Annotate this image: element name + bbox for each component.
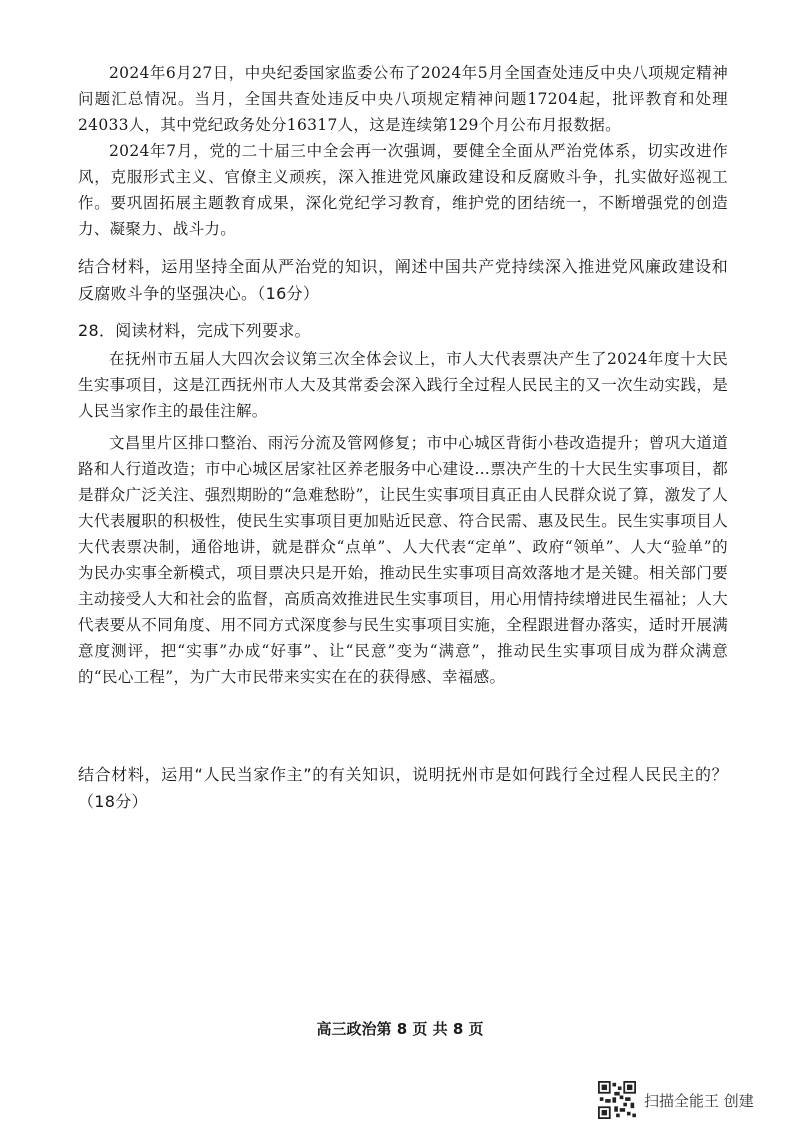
material-paragraph-2: 2024年7月，党的二十届三中全会再一次强调，要健全全面从严治党体系，切实改进作风，克服形式主义、官僚主义顽疾，深入推进党风廉政建设和反腐败斗争，扎实做好巡视工作。要巩固拓展主题教育成果，深化党纪学习教育，维护党的团结统一，不断增强党的创造力、凝聚力、战斗力。 [78, 142, 728, 238]
material-paragraph-1: 2024年6月27日，中央纪委国家监委公布了2024年5月全国查处违反中央八项规定精神问题汇总情况。当月，全国共查处违反中央八项规定精神问题17204起，批评教育和处理24033人，其中党纪政务处分16317人，这是连续第129个月公布月报数据。 [78, 64, 728, 134]
question-28-prompt: 结合材料，运用“人民当家作主”的有关知识，说明抚州市是如何践行全过程人民民主的？（18分） [78, 765, 728, 811]
qr-code-icon [598, 1081, 636, 1119]
q28-material-paragraph-1: 在抚州市五届人大四次会议第三次全体会议上，市人大代表票决产生了2024年度十大民生实事项目，这是江西抚州市人大及其常委会深入践行全过程人民民主的又一次生动实践，是人民当家作主的最佳注解。 [78, 350, 728, 420]
question-28-heading: 28．阅读材料，完成下列要求。 [78, 321, 311, 340]
watermark-text: 扫描全能王 创建 [644, 1091, 754, 1110]
scanner-watermark [598, 1080, 754, 1120]
page-footer: 高三政治第 8 页 共 8 页 [316, 1020, 484, 1038]
q28-material-paragraph-2: 文昌里片区排口整治、雨污分流及管网修复；市中心城区背街小巷改造提升；曾巩大道道路和人行道改造；市中心城区居家社区养老服务中心建设…票决产生的十大民生实事项目，都是群众广泛关注、强烈期盼的“急难愁盼”，让民生实事项目真正由人民群众说了算，激发了人大代表履职的积极性，使民生实事项目更加贴近民意、符合民需、惠及民生。民生实事项目人大代表票决制，通俗地讲，就是群众“点单”、人大代表“定单”、政府“领单”、人大“验单”的为民办实事全新模式，项目票决只是开始，推动民生实事项目高效落地才是关键。相关部门要主动接受人大和社会的监督，高质高效推进民生实事项目，用心用情持续增进民生福祉；人大代表要从不同角度、用不同方式深度参与民生实事项目实施，全程跟进督办落实，适时开展满意度测评，把“实事”办成“好事”、让“民意”变为“满意”，推动民生实事项目成为群众满意的“民心工程”，为广大市民带来实实在在的获得感、幸福感。 [78, 434, 728, 686]
question-27-prompt: 结合材料，运用坚持全面从严治党的知识，阐述中国共产党持续深入推进党风廉政建设和反腐败斗争的坚强决心。（16分） [78, 257, 728, 303]
